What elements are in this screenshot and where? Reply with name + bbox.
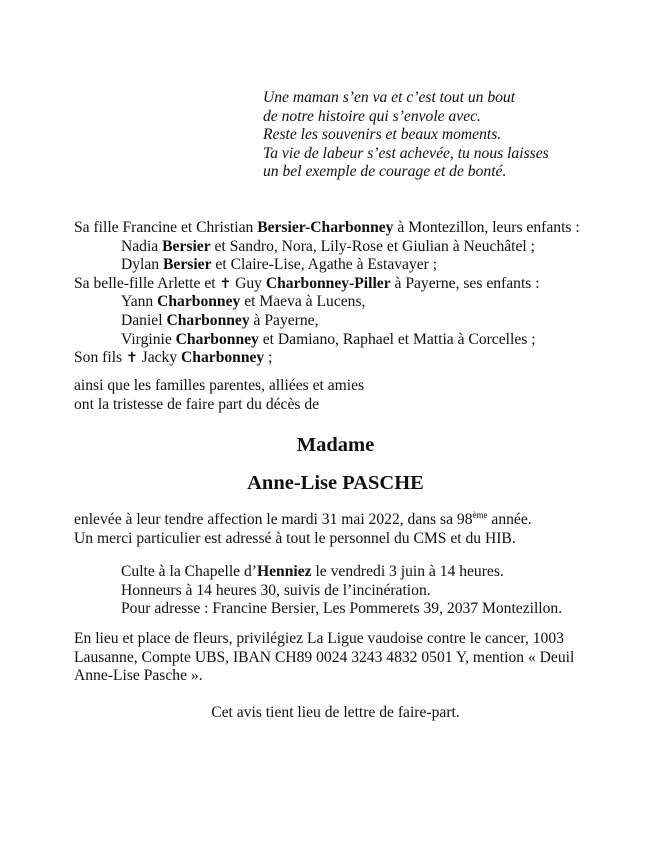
family-grandchild (74, 331, 580, 350)
poem-line: de notre histoire qui s’envole avec. (263, 107, 481, 125)
surname: Bersier (163, 256, 212, 274)
surname: Bersier (162, 237, 211, 255)
text: à Montezillon, leurs enfants : (393, 219, 580, 236)
text: Yann (121, 293, 158, 311)
poem-line: un bel exemple de courage et de bonté. (263, 163, 507, 181)
text: et Claire-Lise, Agathe à Estavayer ; (211, 256, 438, 274)
surname: Charbonney-Piller (265, 274, 391, 292)
text: Culte à la Chapelle d’ (121, 563, 257, 580)
ceremony-line: Honneurs à 14 heures 30, suivis de l’incinération. (121, 581, 431, 599)
text: année. (487, 511, 532, 528)
closing-note: Cet avis tient lieu de lettre de faire-part. (211, 704, 460, 721)
poem-line: Une maman s’en va et c’est tout un bout (263, 89, 516, 106)
address-line: Pour adresse : Francine Bersier, Les Pommerets 39, 2037 Montezillon. (121, 600, 563, 618)
family-grandchild (74, 256, 580, 275)
cross-icon: ✝ (126, 350, 138, 367)
text: et Sandro, Nora, Lily-Rose et Giulian à Neuchâtel ; (210, 237, 535, 255)
family-list (74, 219, 580, 368)
family-daughter-in-law (74, 275, 580, 294)
text: Daniel (121, 311, 167, 329)
text: le vendredi 3 juin à 14 heures. (311, 563, 504, 580)
text: Guy (231, 274, 266, 292)
cross-icon: ✝ (219, 275, 232, 292)
text: enlevée à leur tendre affection le mardi 31 mai 2022, dans sa 98 (74, 511, 473, 528)
poem-line: Ta vie de labeur s’est achevée, tu nous laisses (263, 144, 549, 162)
place: Henniez (256, 563, 312, 580)
donation-line: En lieu et place de fleurs, privilégiez La Ligue vaudoise contre le cancer, 1003 (74, 630, 564, 647)
death-notice (74, 511, 532, 548)
surname: Charbonney (175, 330, 259, 348)
donation-line: Anne-Lise Pasche ». (74, 667, 203, 685)
text: Jacky (137, 349, 182, 367)
poem (263, 89, 549, 182)
deceased-title: Madame (296, 434, 375, 456)
text: Nadia (121, 237, 163, 255)
text: Sa belle-fille Arlette et (74, 274, 220, 292)
poem-line: Reste les souvenirs et beaux moments. (263, 126, 502, 144)
family-grandchild (74, 293, 580, 312)
surname: Bersier-Charbonney (257, 219, 394, 236)
surname: Charbonney (181, 349, 265, 367)
text: et Damiano, Raphael et Mattia à Corcelles ; (258, 330, 536, 348)
text: à Payerne, (249, 311, 319, 329)
family-grandchild (74, 312, 580, 331)
surname: Charbonney (157, 293, 241, 311)
family-grandchild (74, 238, 580, 257)
ceremony-info (121, 563, 562, 619)
text: Sa fille Francine et Christian (74, 219, 258, 236)
donation-line: Lausanne, Compte UBS, IBAN CH89 0024 3243 4832 0501 Y, mention « Deuil (74, 648, 575, 666)
text: ; (264, 349, 273, 367)
intro-line: ainsi que les familles parentes, alliées et amies (74, 377, 365, 394)
family-daughter (74, 219, 580, 238)
text: à Payerne, ses enfants : (390, 274, 540, 292)
death-line (74, 511, 532, 530)
text: Son fils (74, 349, 126, 367)
thanks-line: Un merci particulier est adressé à tout le personnel du CMS et du HIB. (74, 529, 516, 547)
intro-line: ont la tristesse de faire part du décès de (74, 395, 320, 413)
intro-text (74, 377, 364, 414)
surname: Charbonney (166, 311, 250, 329)
text: Dylan (121, 256, 164, 274)
text: Virginie (121, 330, 176, 348)
donation-info (74, 630, 574, 686)
ordinal-suffix: ème (472, 510, 488, 520)
text: et Maeva à Lucens, (240, 293, 366, 311)
family-son (74, 349, 580, 368)
ceremony-line (121, 563, 562, 582)
deceased-name: Anne-Lise PASCHE (247, 472, 424, 494)
